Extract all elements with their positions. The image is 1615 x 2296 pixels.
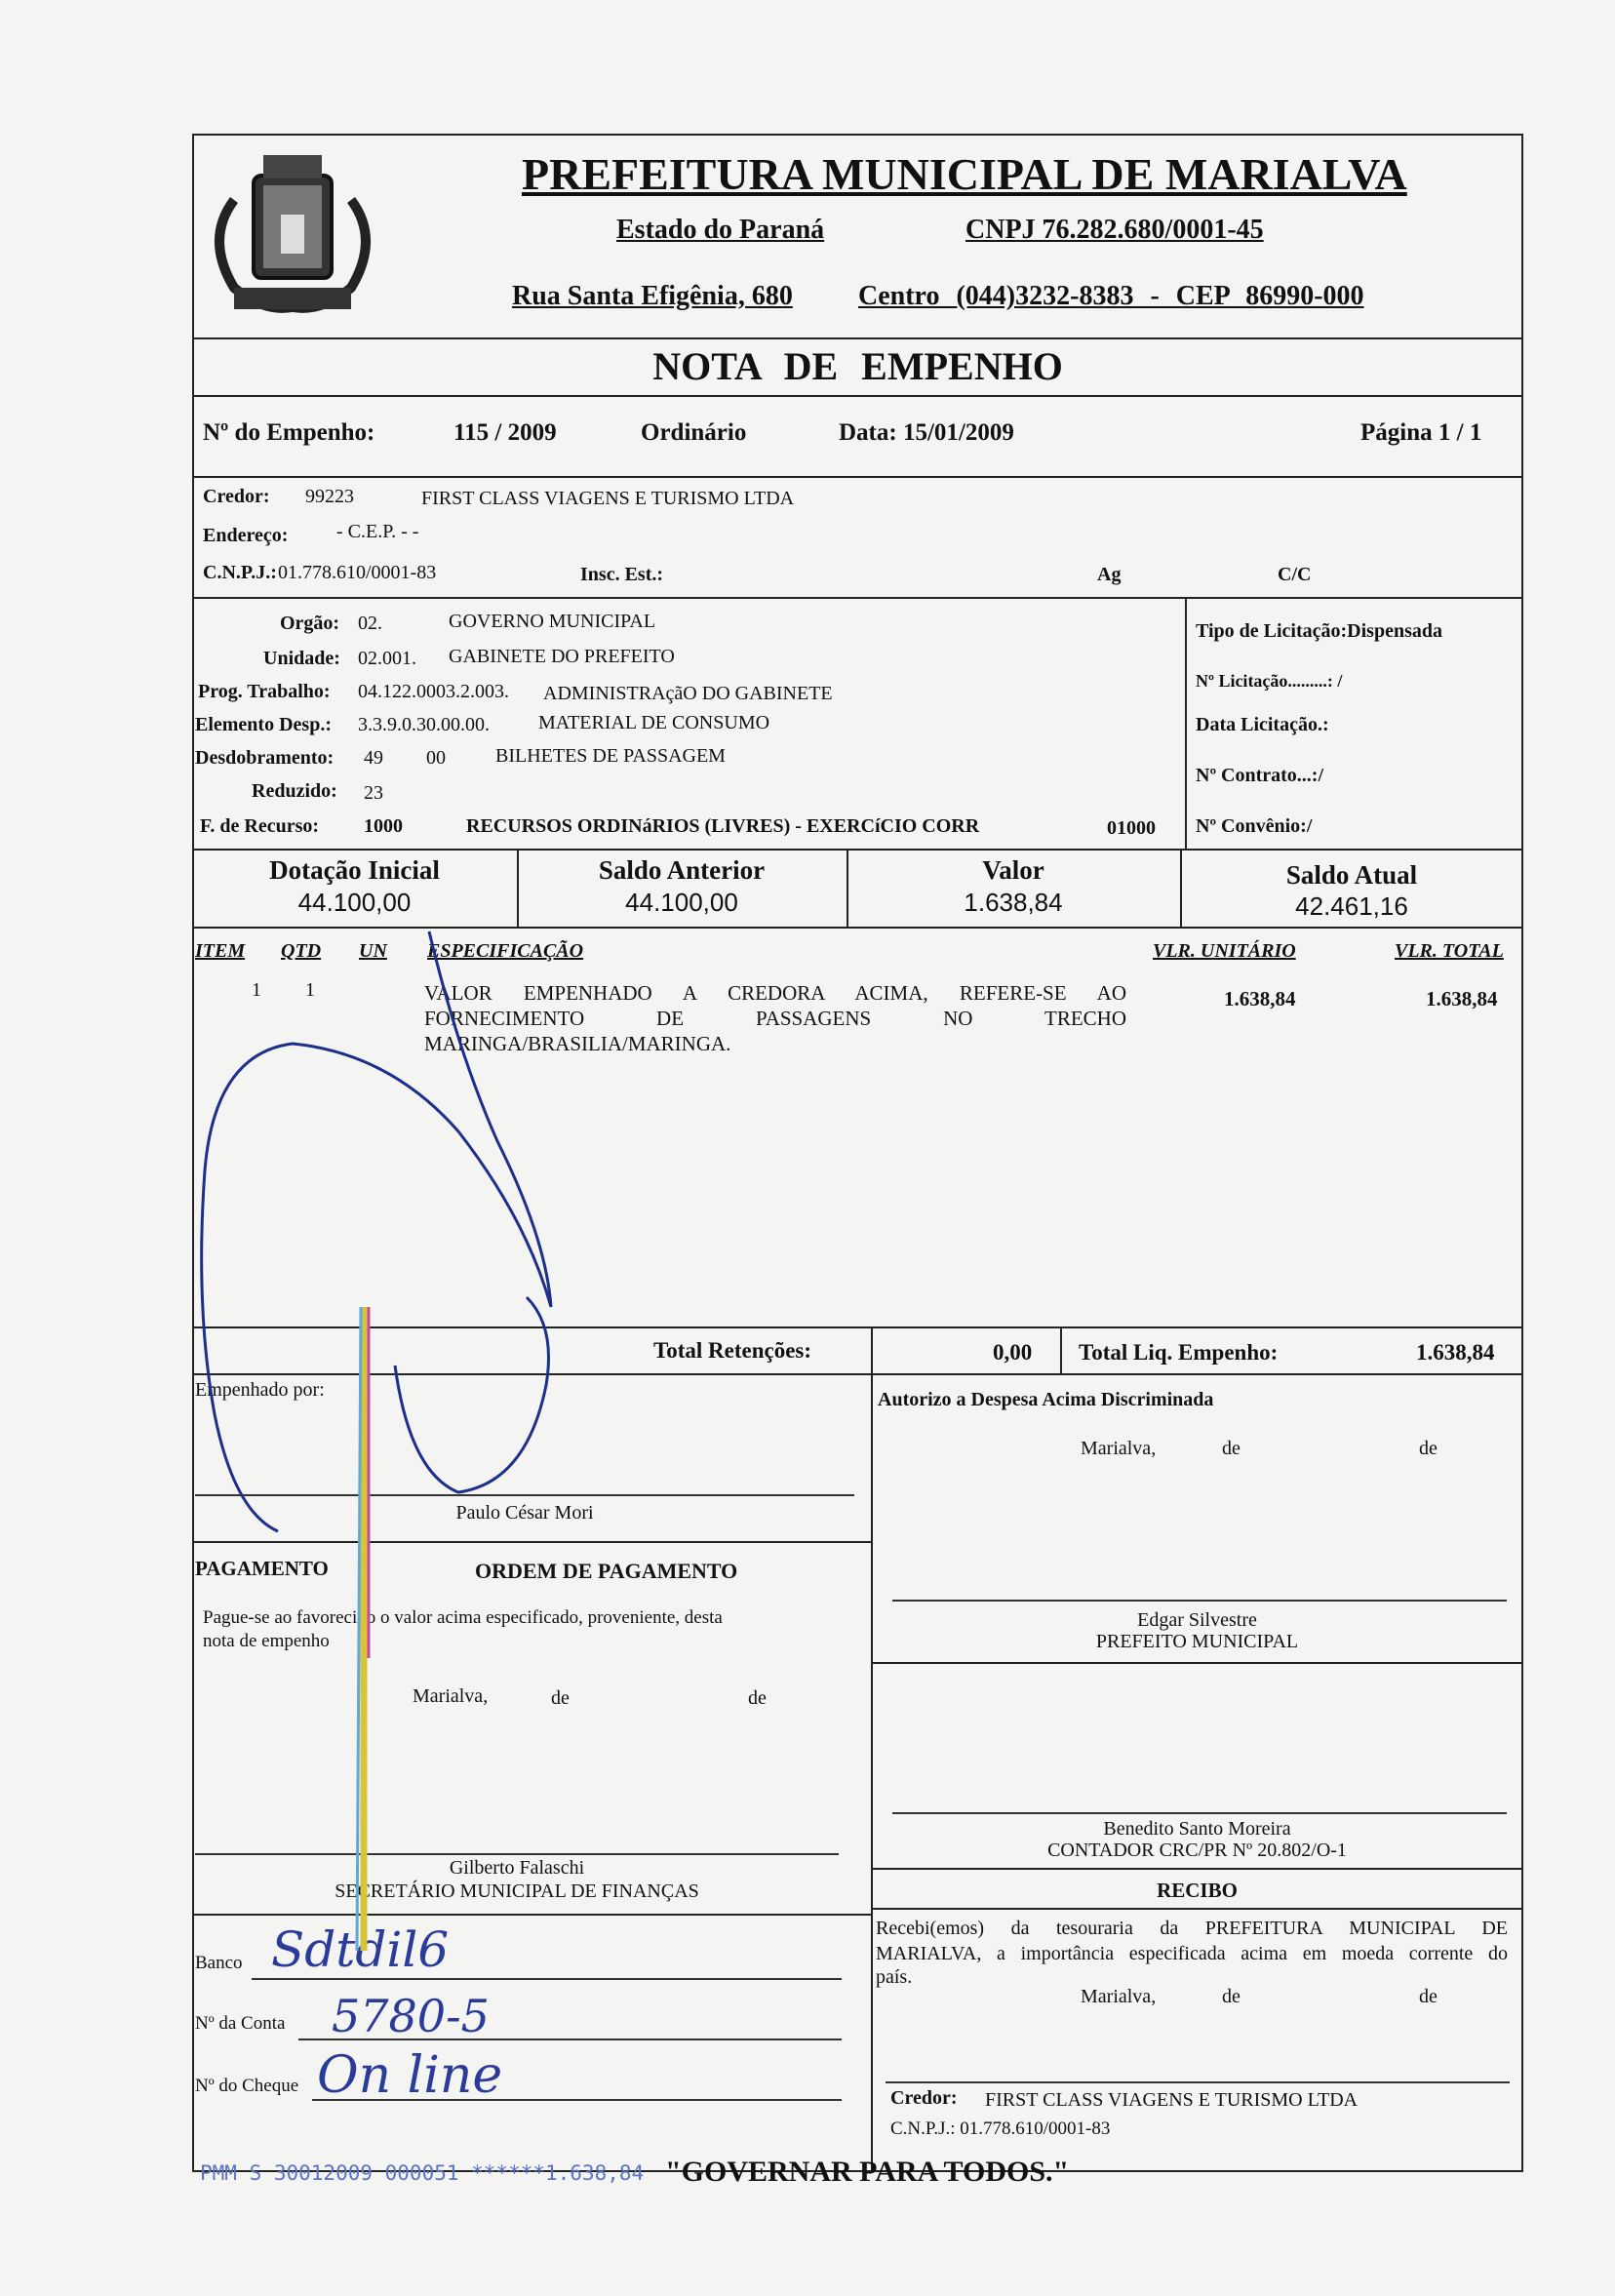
state-name: Estado do Paraná: [616, 215, 825, 245]
empenhado-label: Empenhado por:: [195, 1379, 325, 1401]
saldo-atual-value: 42.461,16: [1295, 891, 1408, 921]
page-number: Página 1 / 1: [1360, 419, 1482, 446]
autorizo-label: Autorizo a Despesa Acima Discriminada: [878, 1389, 1214, 1410]
item-desc-line3: MARINGA/BRASILIA/MARINGA.: [424, 1032, 731, 1055]
red-value: 23: [364, 782, 383, 804]
banco-label: Banco: [195, 1953, 243, 1973]
saldo-anterior-value: 44.100,00: [625, 888, 738, 917]
recibo-de-1: de: [1222, 1986, 1241, 2007]
cnpj-label: C.N.P.J.:: [203, 562, 277, 583]
empenho-type: Ordinário: [641, 419, 747, 446]
empenho-num: 115 / 2009: [453, 419, 557, 446]
col-un: UN: [359, 940, 387, 962]
cnpj-value: 01.778.610/0001-83: [278, 562, 437, 583]
elem-code: 3.3.9.0.30.00.00.: [358, 714, 490, 735]
item-desc-line1: VALOR EMPENHADO A CREDORA ACIMA, REFERE-SE AO: [424, 981, 1126, 1005]
saldo-anterior-label: Saldo Anterior: [598, 855, 766, 885]
pagamento-text-1: Pague-se ao favorecido o valor acima especificado, proveniente, desta: [203, 1607, 723, 1628]
cc-label: C/C: [1278, 564, 1312, 585]
liq-empenho-value: 1.638,84: [1416, 1340, 1495, 1365]
item-desc-line2: FORNECIMENTO DE PASSAGENS NO TRECHO: [424, 1007, 1126, 1030]
street-address: Rua Santa Efigênia, 680: [512, 281, 793, 311]
endereco-value: - C.E.P. - -: [336, 521, 419, 542]
prefeito-role: PREFEITO MUNICIPAL: [1095, 1631, 1299, 1652]
empenhado-name: Paulo César Mori: [455, 1502, 594, 1524]
recibo-text-1: Recebi(emos) da tesouraria da PREFEITURA MUNICIPAL DE: [876, 1918, 1508, 1939]
pagamento-de-2: de: [748, 1687, 767, 1709]
recibo-marialva: Marialva,: [1081, 1986, 1157, 2007]
prog-label: Prog. Trabalho:: [198, 681, 331, 702]
footer-stamp: PMM S 30012009 000051 ******1.638,84: [200, 2161, 645, 2185]
orgao-code: 02.: [358, 613, 382, 634]
item-qtd: 1: [305, 979, 315, 1001]
elem-name: MATERIAL DE CONSUMO: [538, 712, 770, 733]
retencoes-value: 0,00: [993, 1340, 1033, 1365]
num-licitacao: Nº Licitação.........: /: [1196, 671, 1343, 691]
tipo-licitacao: Tipo de Licitação:Dispensada: [1196, 620, 1442, 642]
rec-name: RECURSOS ORDINáRIOS (LIVRES) - EXERCíCIO CORR: [466, 815, 980, 837]
doc-title: NOTA DE EMPENHO: [652, 344, 1063, 388]
cnpj-header: CNPJ 76.282.680/0001-45: [965, 215, 1264, 245]
prog-name: ADMINISTRAçãO DO GABINETE: [543, 683, 833, 704]
pagamento-text-2: nota de empenho: [203, 1631, 330, 1651]
retencoes-label: Total Retenções:: [653, 1338, 812, 1363]
cheque-handwritten: On line: [317, 2046, 503, 2105]
data-licitacao: Data Licitação.:: [1196, 714, 1329, 735]
empenho-date: Data: 15/01/2009: [839, 419, 1014, 446]
desd-sub: 00: [426, 747, 446, 769]
liq-empenho-label: Total Liq. Empenho:: [1079, 1340, 1279, 1365]
desd-code: 49: [364, 747, 383, 769]
red-label: Reduzido:: [252, 780, 337, 802]
recibo-title: RECIBO: [1157, 1879, 1238, 1902]
address-rest: Centro (044)3232-8383 - CEP 86990-000: [858, 281, 1364, 311]
col-vlr-unitario: VLR. UNITÁRIO: [1153, 940, 1296, 962]
ordem-pagamento: ORDEM DE PAGAMENTO: [475, 1559, 738, 1583]
autorizo-de-2: de: [1419, 1438, 1438, 1459]
unidade-name: GABINETE DO PREFEITO: [449, 646, 675, 667]
recibo-cnpj: C.N.P.J.: 01.778.610/0001-83: [890, 2118, 1111, 2139]
recibo-de-2: de: [1419, 1986, 1438, 2007]
unidade-label: Unidade:: [263, 648, 340, 669]
recibo-credor-label: Credor:: [890, 2087, 958, 2109]
contador-role: CONTADOR CRC/PR Nº 20.802/O-1: [1047, 1840, 1347, 1861]
pagamento-de-1: de: [551, 1687, 570, 1709]
dotacao-value: 44.100,00: [297, 888, 412, 917]
credor-label: Credor:: [203, 486, 270, 507]
contador-name: Benedito Santo Moreira: [1103, 1818, 1291, 1840]
recibo-text-3: país.: [876, 1966, 913, 1988]
orgao-label: Orgão:: [280, 613, 340, 634]
desd-name: BILHETES DE PASSAGEM: [495, 745, 726, 767]
num-contrato: Nº Contrato...:/: [1196, 765, 1324, 786]
valor-label: Valor: [982, 855, 1044, 885]
unidade-code: 02.001.: [358, 648, 416, 669]
elem-label: Elemento Desp.:: [195, 714, 332, 735]
footer-slogan: "GOVERNAR PARA TODOS.": [665, 2156, 1070, 2188]
secretario-role: SECRETÁRIO MUNICIPAL DE FINANÇAS: [335, 1880, 699, 1902]
item-vlr-unit: 1.638,84: [1224, 987, 1296, 1010]
item-vlr-total: 1.638,84: [1426, 987, 1498, 1010]
pagamento-marialva: Marialva,: [413, 1685, 489, 1707]
credor-code: 99223: [305, 486, 354, 507]
valor-value: 1.638,84: [964, 888, 1063, 917]
page-title: PREFEITURA MUNICIPAL DE MARIALVA: [522, 149, 1407, 199]
secretario-name: Gilberto Falaschi: [449, 1857, 585, 1879]
col-especificacao: ESPECIFICAÇÃO: [427, 940, 584, 962]
recibo-credor-name: FIRST CLASS VIAGENS E TURISMO LTDA: [985, 2089, 1359, 2111]
col-item: ITEM: [195, 940, 246, 962]
saldo-atual-label: Saldo Atual: [1285, 860, 1418, 890]
pagamento-label: PAGAMENTO: [195, 1557, 329, 1580]
rec-code: 1000: [364, 815, 403, 837]
recibo-text-2: MARIALVA, a importância especificada acima em moeda corrente do: [876, 1943, 1508, 1964]
endereco-label: Endereço:: [203, 525, 289, 546]
banco-handwritten: Sdtdil6: [271, 1921, 450, 1978]
insc-label: Insc. Est.:: [580, 564, 664, 585]
rec-label: F. de Recurso:: [200, 815, 320, 837]
conta-handwritten: 5780-5: [332, 1990, 490, 2042]
autorizo-de-1: de: [1222, 1438, 1241, 1459]
credor-name: FIRST CLASS VIAGENS E TURISMO LTDA: [421, 488, 795, 509]
prog-code: 04.122.0003.2.003.: [358, 681, 509, 702]
dotacao-label: Dotação Inicial: [269, 855, 440, 885]
prefeito-name: Edgar Silvestre: [1137, 1609, 1257, 1631]
ag-label: Ag: [1097, 564, 1122, 585]
autorizo-marialva: Marialva,: [1081, 1438, 1157, 1459]
col-qtd: QTD: [281, 940, 322, 962]
orgao-name: GOVERNO MUNICIPAL: [449, 611, 656, 632]
num-convenio: Nº Convênio:/: [1196, 815, 1313, 837]
conta-label: Nº da Conta: [195, 2013, 286, 2034]
empenho-num-label: Nº do Empenho:: [203, 419, 375, 446]
item-number: 1: [252, 979, 261, 1001]
rec-num: 01000: [1107, 817, 1156, 839]
desd-label: Desdobramento:: [195, 747, 335, 769]
cheque-label: Nº do Cheque: [195, 2076, 299, 2096]
col-vlr-total: VLR. TOTAL: [1395, 940, 1504, 962]
